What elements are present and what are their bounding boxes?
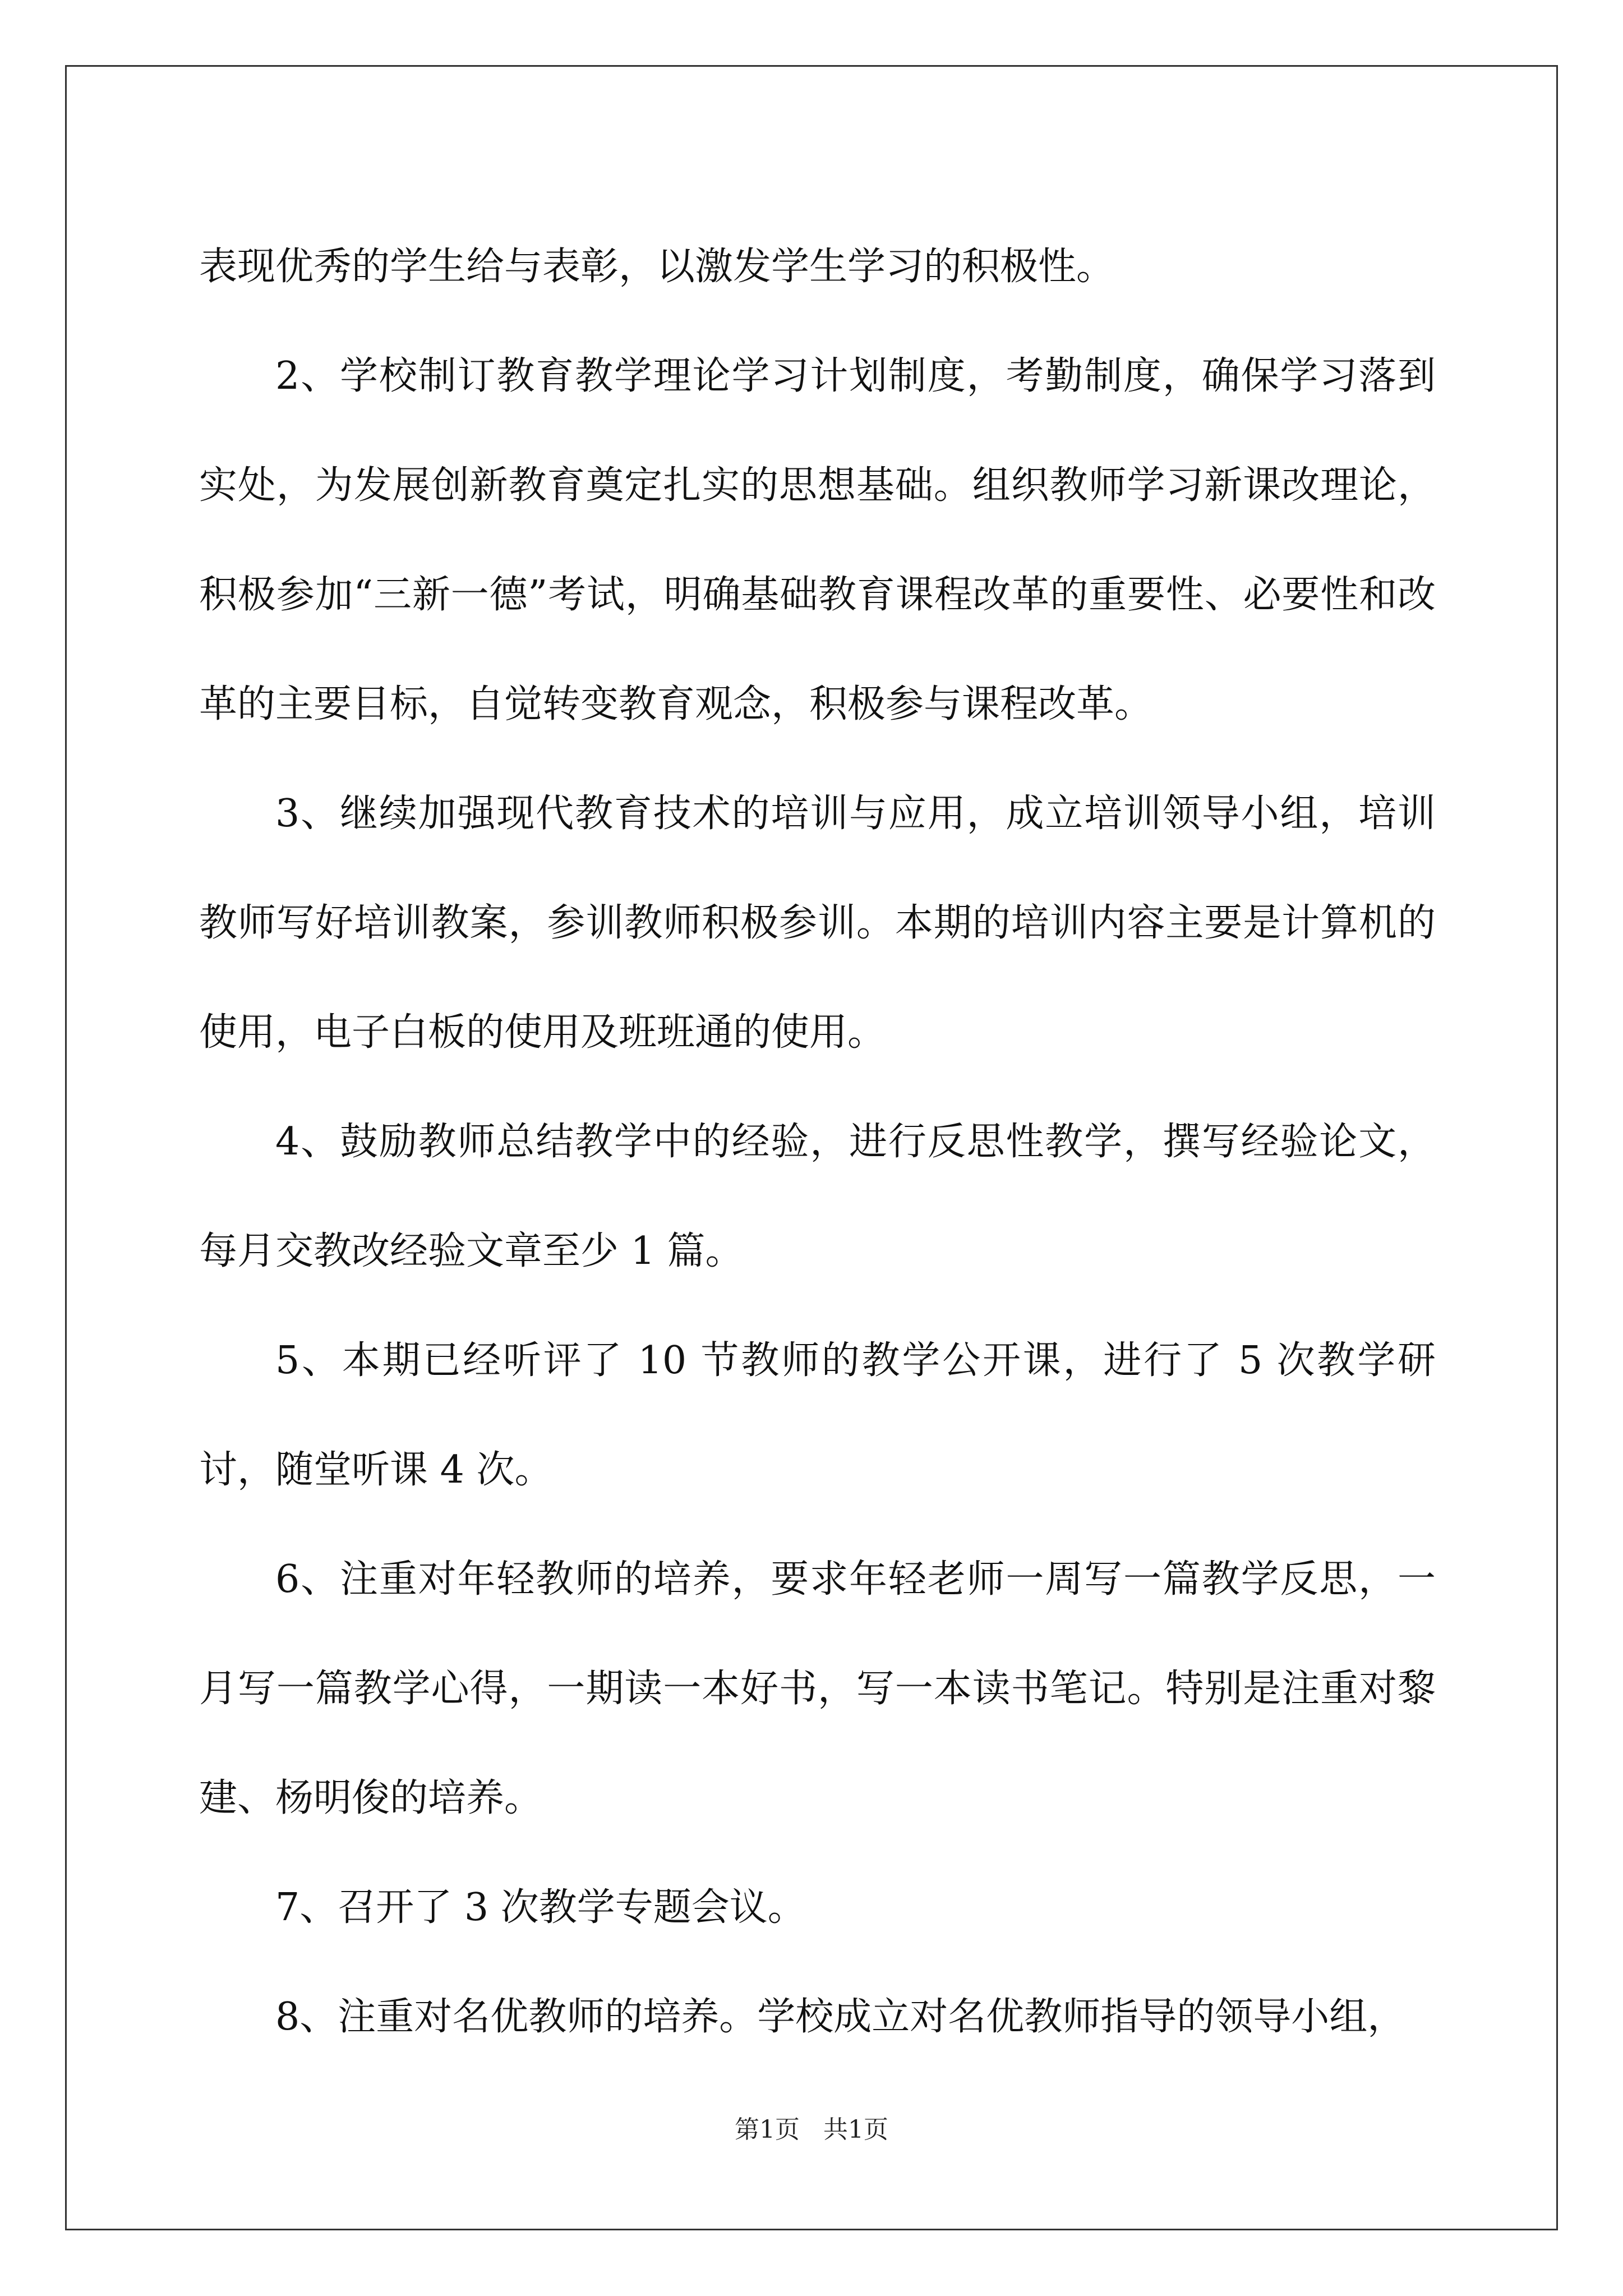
document-body xyxy=(199,212,1436,2072)
paragraph-item-2: 2、学校制订教育教学理论学习计划制度，考勤制度，确保学习落到实处，为发展创新教育奠定扎实的思想基础。组织教师学习新课改理论，积极参加“三新一德”考试，明确基础教育课程改革的重要性、必要性和改革的主要目标，自觉转变教育观念，积极参与课程改革。 xyxy=(199,354,1436,726)
paragraph-item-7: 7、召开了 3 次教学专题会议。 xyxy=(275,1885,806,1930)
paragraph-item-6: 6、注重对年轻教师的培养，要求年轻老师一周写一篇教学反思，一月写一篇教学心得，一期读一本好书，写一本读书笔记。特别是注重对黎建、杨明俊的培养。 xyxy=(199,1557,1436,1820)
paragraph-item-4: 4、鼓励教师总结教学中的经验，进行反思性教学，撰写经验论文，每月交教改经验文章至少 1 篇。 xyxy=(199,1120,1436,1273)
page-footer: 第1页 共1页 xyxy=(735,2115,888,2144)
paragraph-item-3: 3、继续加强现代教育技术的培训与应用，成立培训领导小组，培训教师写好培训教案，参训教师积极参训。本期的培训内容主要是计算机的使用，电子白板的使用及班班通的使用。 xyxy=(199,792,1436,1055)
paragraph-item-8: 8、注重对名优教师的培养。学校成立对名优教师指导的领导小组， xyxy=(275,1995,1406,2039)
paragraph-continuation: 表现优秀的学生给与表彰，以激发学生学习的积极性。 xyxy=(199,245,1115,289)
paragraph-item-5: 5、本期已经听评了 10 节教师的教学公开课，进行了 5 次教学研讨，随堂听课 4 次。 xyxy=(199,1338,1436,1492)
